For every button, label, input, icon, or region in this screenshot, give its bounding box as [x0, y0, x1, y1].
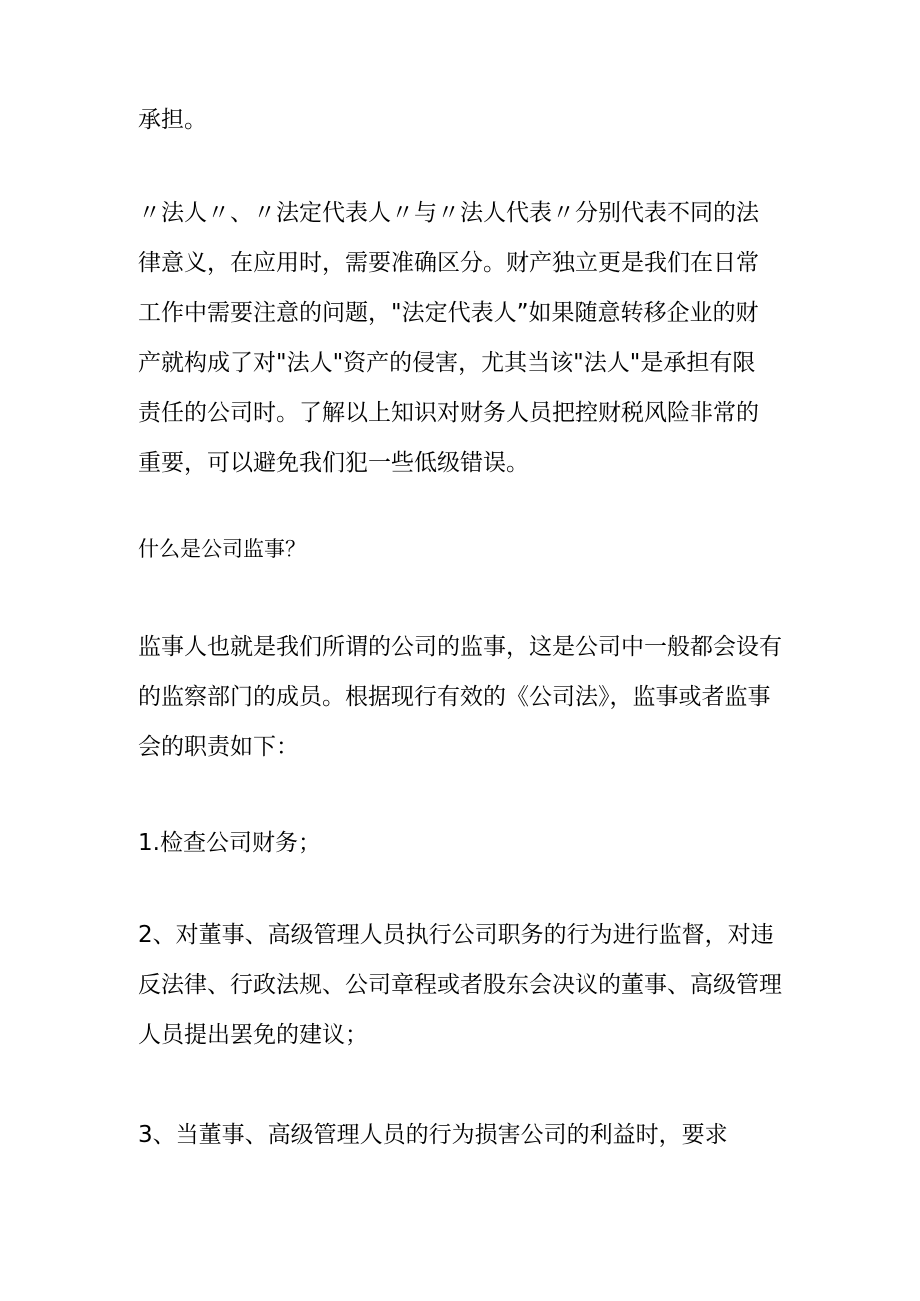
text-line: 〃法人〃、〃法定代表人〃与〃法人代表〃分别代表不同的法	[138, 200, 759, 226]
text-line: 产就构成了对"法人"资产的侵害，尤其当该"法人"是承担有限	[138, 350, 756, 376]
text-line: 的监察部门的成员。根据现行有效的《公司法》，监事或者监事	[138, 684, 771, 710]
paragraph-supervisor	[138, 622, 788, 772]
list-item-3	[138, 1110, 788, 1160]
text-line: 责任的公司时。了解以上知识对财务人员把控财税风险非常的	[138, 400, 759, 426]
text-line: 工作中需要注意的问题，"法定代表人”如果随意转移企业的财	[138, 300, 759, 326]
list-item-2	[138, 910, 788, 1060]
text-line: 2、对董事、高级管理人员执行公司职务的行为进行监督，对违	[138, 922, 774, 948]
text-line: 3、当董事、高级管理人员的行为损害公司的利益时，要求	[138, 1122, 728, 1148]
text-line: 会的职责如下：	[138, 734, 299, 760]
text-line: 反法律、行政法规、公司章程或者股东会决议的董事、高级管理	[138, 972, 782, 998]
heading-text: 什么是公司监事？	[138, 537, 306, 561]
paragraph-continuation	[138, 95, 788, 145]
list-item-1	[138, 818, 788, 868]
text-line: 监事人也就是我们所谓的公司的监事，这是公司中一般都会设有	[138, 634, 782, 660]
text-line: 人员提出罢免的建议；	[138, 1022, 368, 1048]
paragraph-legal-person	[138, 188, 788, 488]
section-heading	[138, 524, 788, 574]
text-line: 重要，可以避免我们犯一些低级错误。	[138, 450, 529, 476]
text-line: 1.检查公司财务；	[138, 830, 321, 856]
text-line: 律意义，在应用时，需要准确区分。财产独立更是我们在日常	[138, 250, 759, 276]
text-line: 承担。	[138, 107, 207, 133]
